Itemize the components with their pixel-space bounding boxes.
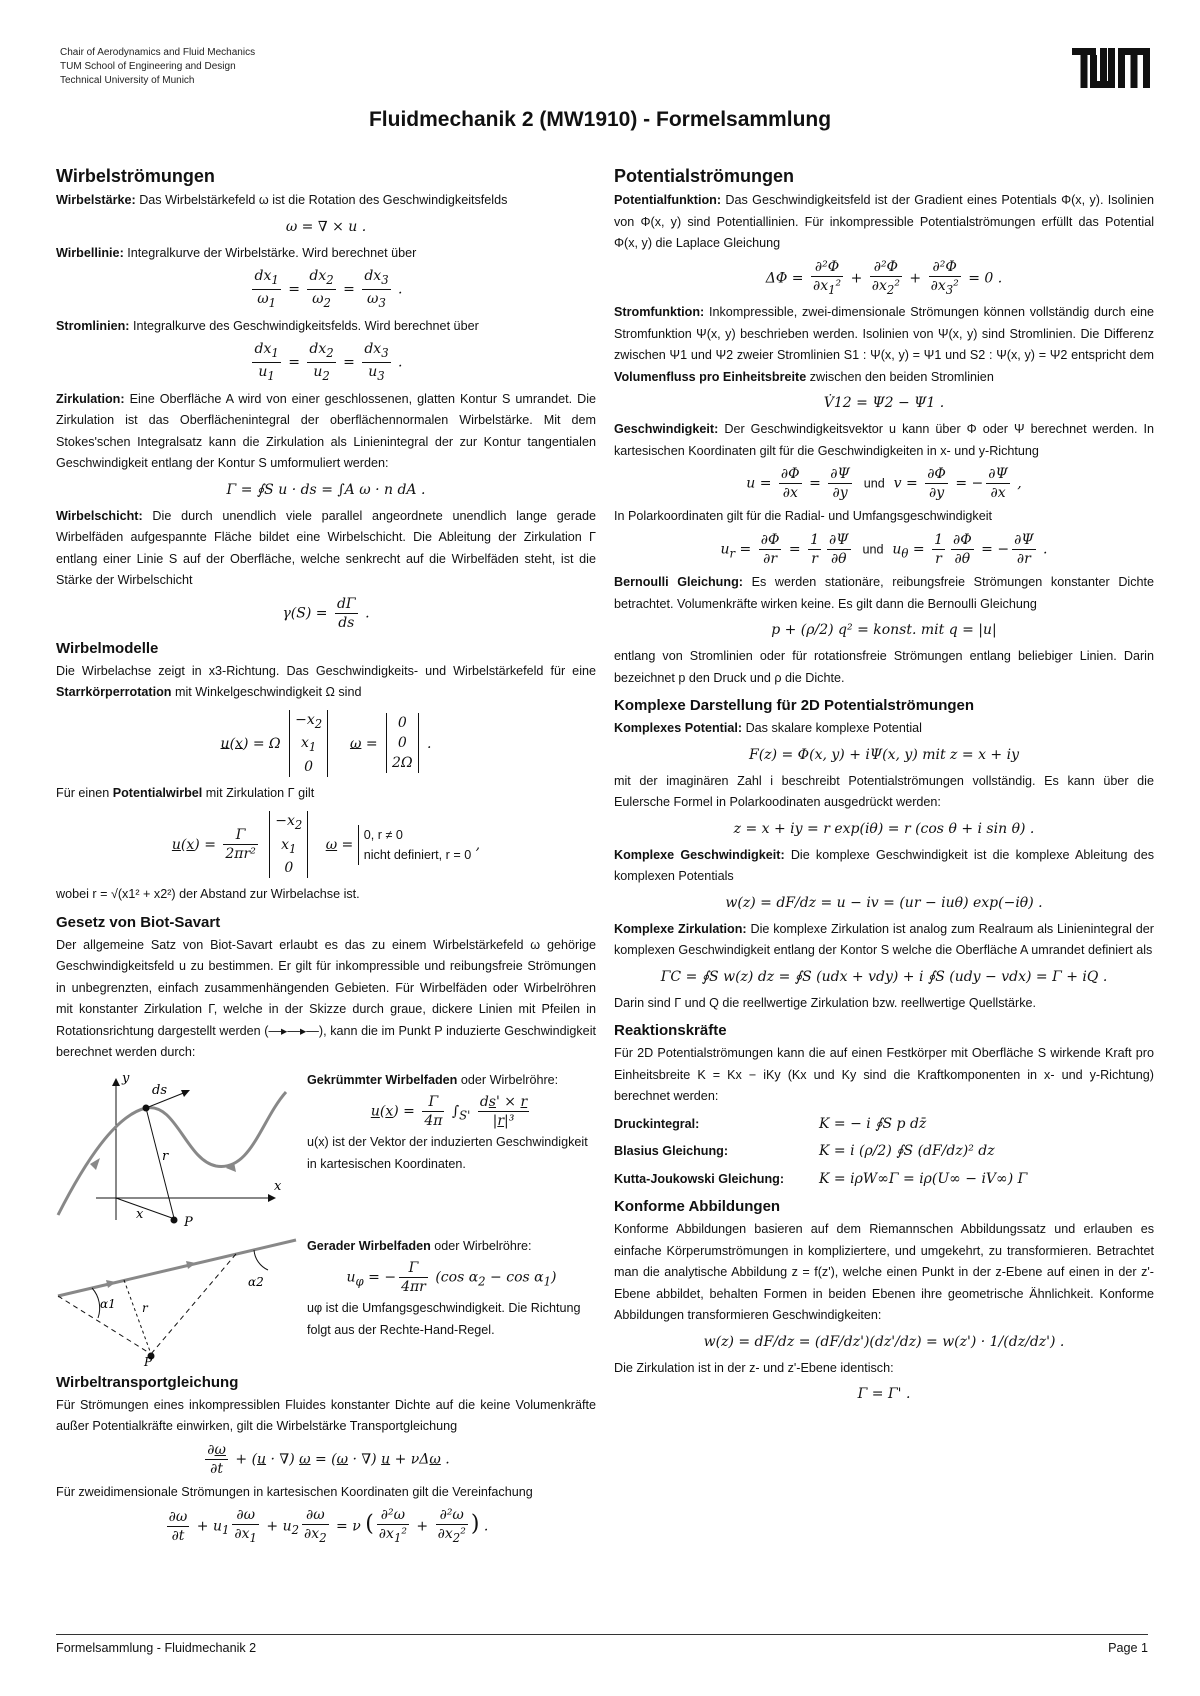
heading-biot-savart: Gesetz von Biot-Savart [56, 913, 221, 931]
text-zirkulation: Eine Oberfläche A wird von einer geschlossenen, glatten Kontur S umrandet. Die Zirkulation ist das Oberflächenintegral der oberflächennormalen Wirbelstärke. Mit dem Stokes'schen Integralsatz kann die Zirkulation als Linienintegral der zur Kontur tangentialen Geschwindigkeit entlang der Kontur S umformuliert werden: [56, 391, 597, 471]
text-gekr-b: u(x) ist der Vektor der induzierten Geschwindigkeit in kartesischen Koordinaten. [307, 1135, 588, 1171]
fig1-label-r: r [162, 1148, 169, 1164]
text-curved-vortex [301, 1070, 596, 1230]
word-und-2: und [862, 542, 884, 557]
heading-komplex: Komplexe Darstellung für 2D Potentialströmungen [614, 697, 975, 715]
institution-line-3: Technical University of Munich [60, 75, 195, 86]
para-konforme-zirkulation: Die Zirkulation ist in der z- und z'-Ebene identisch: [614, 1360, 894, 1375]
term-volumenfluss: Volumenfluss pro Einheitsbreite [614, 369, 807, 384]
heading-konforme-abbildungen: Konforme Abbildungen [614, 1198, 781, 1216]
left-column [56, 165, 596, 1551]
term-komplexe-geschwindigkeit: Komplexe Geschwindigkeit: [614, 847, 785, 862]
figure-curved-vortex [56, 1070, 301, 1230]
text-komplexes-potential: Das skalare komplexe Potential [745, 721, 922, 736]
term-gerade: Gerader Wirbelfaden [307, 1238, 431, 1253]
para-stromfunktion [614, 302, 1154, 388]
eq-wirbellinie: $\frac{dx_1}{\omega_1}$ = $\frac{dx_2}{\omega_2}$ = $\frac{dx_3}{\omega_3}$ . [254, 268, 403, 310]
para-biot-savart: Der allgemeine Satz von Biot-Savart erlaubt es das zu einem Wirbelstärkefeld ω gehörige Geschwindigkeitsfeld u zu bestimmen. Er gilt für inkompressible und reibungsfreie Strömungen in unbegrenzten, einfach zusammenhängenden Gebieten. Für Wirbelfäden oder Wirbelröhren mit konstanter Zirkulation Γ, welche in der Skizze durch graue, dickere Linien mit Pfeilen in Rotationsrichtung dargestellt werden (—▸—▸—), kann die im Punkt P induzierte Geschwindigkeit berechnet werden durch: [56, 937, 596, 1060]
heading-wirbelmodelle: Wirbelmodelle [56, 639, 159, 657]
institution-line-1: Chair of Aerodynamics and Fluid Mechanics [60, 47, 256, 58]
para-komplexe-geschwindigkeit [614, 845, 1154, 888]
text-wirbellinie: Integralkurve der Wirbelstärke. Wird berechnet über [127, 245, 417, 260]
fig2-label-alpha1: α1 [100, 1296, 116, 1311]
figure-row-curved [56, 1070, 596, 1230]
term-potentialfunktion: Potentialfunktion: [614, 193, 722, 207]
para-wobei: wobei r = √(x1² + x2²) der Abstand zur Wirbelachse ist. [56, 887, 360, 902]
reaktionskraefte-table [614, 1114, 1154, 1191]
eq-stromlinien: $\frac{dx_1}{u_1}$ = $\frac{dx_2}{u_2}$ = $\frac{dx_3}{u_3}$ . [254, 341, 403, 383]
eq-volumenfluss: V̇12 = Ψ2 − Ψ1 . [823, 395, 945, 412]
text-gerade-a: oder Wirbelröhre: [434, 1238, 532, 1253]
eq-wirbeltransport-2d: $\frac{\partial\omega}{\partial t}$ + $u_1$ $\frac{\partial\omega}{\partial x_1}$ + $u_2$ $\frac{\partial\omega}{\partial x_2}$ = ν ( $\frac{\text{∂²ω}}{\partial x_1^2}$ + $\frac{\text{∂²ω}}{\partial x_2^2}$ ) . [168, 1507, 489, 1546]
footer-title: Formelsammlung - Fluidmechanik 2 [56, 1641, 257, 1655]
reakt-eq-blasius: K = i (ρ/2) ∮S (dF/dz)² dz [819, 1143, 995, 1160]
reakt-label-druckintegral: Druckintegral: [614, 1116, 700, 1131]
term-komplexes-potential: Komplexes Potential: [614, 721, 743, 736]
fig2-label-r: r [142, 1300, 148, 1315]
para-komplexe-zirkulation-2: Darin sind Γ und Q die reellwertige Zirkulation bzw. reellwertige Quellstärke. [614, 995, 1037, 1010]
fig2-label-p: P [144, 1354, 153, 1366]
institution-line-2: TUM School of Engineering and Design [60, 61, 236, 72]
institution-header [60, 46, 255, 88]
eq-wirbelschicht: γ(S) = $\frac{d\Gamma}{ds}$ . [282, 595, 370, 631]
text-wirbelmodelle-a: Die Wirbelachse zeigt in x3-Richtung. Das Geschwindigkeits- und Wirbelstärkefeld für eine [56, 663, 596, 678]
eq-konforme-zirkulation: Γ = Γ' . [857, 1386, 911, 1403]
document-title: Fluidmechanik 2 (MW1910) - Formelsammlung [368, 108, 832, 131]
para-bernoulli [614, 572, 1154, 615]
term-geschwindigkeit: Geschwindigkeit: [614, 422, 719, 437]
eq-starrkoerper: u(x) = Ω $-x_2$ $x_1$ 0 ω = 0 0 2Ω . [220, 711, 432, 776]
text-geschwindigkeit: Der Geschwindigkeitsvektor u kann über Φ oder Ψ berechnet werden. In kartesischen Koordinaten gilt für die Geschwindigkeiten in x- und y-Richtung [614, 422, 1155, 458]
eq-laplace: ΔΦ = $\frac{\text{∂²Φ}}{\partial x_1^2}$ + $\frac{\text{∂²Φ}}{\partial x_2^2}$ + $\frac{\text{∂²Φ}}{\partial x_3^2}$ = 0 . [765, 258, 1003, 297]
term-bernoulli: Bernoulli Gleichung: [614, 575, 743, 590]
eq-geschwindigkeit-kartesisch: u = $\frac{\partial\Phi}{\partial x}$ = $\frac{\partial\Psi}{\partial y}$ und v = $\frac{\partial\Phi}{\partial y}$ = − $\frac{\partial\Psi}{\partial x}$ , [746, 466, 1022, 502]
text-komplexe-zirkulation: Die komplexe Zirkulation ist analog zum Realraum als Linienintegral der komplexen Geschwindigkeit entlang der Kontor S welche die Oberfläche A umrandet definiert als [614, 921, 1154, 958]
eq-bernoulli: p + (ρ/2) q² = konst. mit q = |u| [771, 622, 997, 639]
para-wirbeltransport: Für Strömungen eines inkompressiblen Fluides konstanter Dichte auf die keine Volumenkräfte außer Potentialkräfte einwirken, gilt die Wirbelstärke Transportgleichung [56, 1397, 596, 1434]
reakt-eq-druckintegral: K = − i ∮S p dz̄ [819, 1115, 927, 1132]
para-polar: In Polarkoordinaten gilt für die Radial- und Umfangsgeschwindigkeit [614, 509, 993, 524]
case-r-zero: nicht definiert, r = 0 [363, 847, 472, 862]
term-wirbelschicht: Wirbelschicht: [56, 508, 143, 523]
para-konforme-abbildungen: Konforme Abbildungen basieren auf dem Riemannschen Abbildungssatz und erlauben es einfache Körperumströmungen in kompliziertere, und umgekehrt, zu transformieren. Betrachtet man die analytische Abbildung z = f(z'), welche einen Punkt in der z-Ebene auf einen in der z'-Ebene abbildet, behalten Formen in beiden Ebenen ihre geometrische Ähnlichkeit. Konforme Abbildungen transformieren Geschwindigkeiten: [614, 1222, 1154, 1323]
text-stromlinien: Integralkurve des Geschwindigkeitsfelds. Wird berechnet über [132, 318, 479, 333]
term-wirbellinie: Wirbellinie: [56, 245, 124, 260]
heading-wirbelstroemungen: Wirbelströmungen [56, 166, 215, 186]
right-column [614, 165, 1154, 1410]
term-stromfunktion: Stromfunktion: [614, 305, 705, 320]
eq-komplexes-potential: F(z) = Φ(x, y) + iΨ(x, y) mit z = x + iy [749, 746, 1019, 763]
para-potentialwirbel [56, 783, 596, 805]
footer-page-number: Page 1 [1108, 1641, 1148, 1655]
para-komplexes-potential [614, 718, 1154, 740]
fig1-label-y: y [122, 1070, 130, 1086]
para-geschwindigkeit [614, 419, 1154, 462]
eq-wirbelstaerke: ω = ∇ × u . [285, 218, 367, 235]
para-potentialfunktion [614, 190, 1154, 255]
text-wirbelmodelle-b: mit Winkelgeschwindigkeit Ω sind [174, 685, 362, 700]
heading-potentialstroemungen: Potentialströmungen [614, 166, 795, 186]
text-komplexe-geschwindigkeit: Die komplexe Geschwindigkeit ist die komplexe Ableitung des komplexen Potentials [614, 847, 1154, 884]
para-wirbeltransport-2d: Für zweidimensionale Strömungen in kartesischen Koordinaten gilt die Vereinfachung [56, 1484, 533, 1499]
term-zirkulation: Zirkulation: [56, 391, 125, 406]
reakt-label-kutta: Kutta-Joukowski Gleichung: [614, 1171, 785, 1186]
para-wirbelschicht [56, 506, 596, 592]
word-und-1: und [863, 476, 885, 491]
term-komplexe-zirkulation: Komplexe Zirkulation: [614, 921, 747, 936]
term-potentialwirbel: Potentialwirbel [112, 786, 203, 801]
term-gekruemmt: Gekrümmter Wirbelfaden [307, 1072, 458, 1087]
reakt-eq-kutta: K = iρW∞Γ = iρ(U∞ − iV∞) Γ [819, 1170, 1028, 1187]
case-r-nonzero: 0, r ≠ 0 [363, 827, 403, 842]
eq-komplexe-geschwindigkeit: w(z) = dF/dz = u − iv = (ur − iuθ) exp(−iθ) . [725, 894, 1043, 911]
text-wirbelschicht: Die durch unendlich viele parallel angeordnete unendlich lange gerade Wirbelfäden aufgespannte Fläche bildet eine Wirbelschicht. Die Ableitung der Zirkulation Γ entlang einer Linie S auf der Oberfläche, welche senkrecht auf die Wirbelfäden steht, ist die Stärke der Wirbelschicht [56, 508, 596, 588]
text-potwirbel-b: mit Zirkulation Γ gilt [205, 786, 315, 801]
footer-divider [56, 1634, 1148, 1635]
text-potentialfunktion: Das Geschwindigkeitsfeld ist der Gradient eines Potentials Φ(x, y). Isolinien von Φ(x, y) sind Potentiallinien. Für inkompressible Potentialströmungen erfüllt das Potential Φ(x, y) die Laplace Gleichung [614, 193, 1155, 250]
fig1-label-p: P [184, 1214, 193, 1230]
heading-wirbeltransport: Wirbeltransportgleichung [56, 1373, 239, 1391]
para-wirbelmodelle [56, 661, 596, 704]
para-zirkulation [56, 389, 596, 475]
eq-konforme-geschwindigkeit: w(z) = dF/dz = (dF/dz')(dz'/dz) = w(z') · 1/(dz/dz') . [703, 1333, 1065, 1350]
text-gerade-b: uφ ist die Umfangsgeschwindigkeit. Die Richtung folgt aus der Rechte-Hand-Regel. [307, 1301, 581, 1337]
eq-biot-savart-straight: $u_\varphi$ = − $\frac{\Gamma}{4\pi r}$ (cos $\alpha_2 - \cos \alpha_1$) [346, 1260, 557, 1296]
eq-geschwindigkeit-polar: $u_r$ = $\frac{\partial\Phi}{\partial r}$ = $\frac{1}{r}$ $\frac{\partial\Psi}{\partial\theta}$ und $u_\theta$ = $\frac{1}{r}$ $\frac{\partial\Phi}{\partial\theta}$ = − $\frac{\partial\Psi}{\partial r}$ . [720, 531, 1048, 567]
para-reaktionskraefte: Für 2D Potentialströmungen kann die auf einen Festkörper mit Oberfläche S wirkende Kraft pro Einheitsbreite K = Kx − iKy (Kx und Ky sind die Kraftkomponenten in x- und y-Richtung) berechnet werden: [614, 1046, 1154, 1104]
para-wirbelstaerke [56, 190, 596, 212]
reakt-label-blasius: Blasius Gleichung: [614, 1144, 729, 1159]
eq-biot-savart-curved: u(x) = $\frac{\Gamma}{4\pi}$ $\int_{S'}$ $\frac{ds' \times r}{\text{|r|³}}$ [370, 1094, 528, 1130]
term-stromlinien: Stromlinien: [56, 318, 130, 333]
heading-reaktionskraefte: Reaktionskräfte [614, 1022, 727, 1040]
para-komplexe-zirkulation [614, 919, 1154, 962]
text-straight-vortex [301, 1236, 596, 1366]
fig1-label-ds: ds [152, 1082, 167, 1098]
figure-straight-vortex [56, 1236, 301, 1366]
eq-komplexe-zirkulation: ΓC = ∮S w(z) dz = ∮S (udx + vdy) + i ∮S (udy − vdx) = Γ + iQ . [660, 968, 1108, 985]
eq-wirbeltransport: $\frac{\partial\omega}{\partial t}$ + (u · ∇) ω = (ω · ∇) u + νΔω . [207, 1441, 450, 1477]
figure-row-straight [56, 1236, 596, 1366]
para-stromlinien [56, 316, 596, 338]
fig1-label-x: x [274, 1178, 282, 1194]
para-wirbellinie [56, 243, 596, 265]
fig2-label-alpha2: α2 [248, 1274, 264, 1289]
text-potwirbel-a: Für einen [56, 786, 110, 801]
tum-logo [1072, 48, 1150, 92]
text-stromfunktion-end: zwischen den beiden Stromlinien [809, 369, 994, 384]
term-starrkoerper: Starrkörperrotation [56, 685, 172, 700]
text-wirbelstaerke: Das Wirbelstärkefeld ω ist die Rotation des Geschwindigkeitsfelds [139, 193, 508, 207]
text-stromfunktion: Inkompressible, zwei-dimensionale Strömungen können vollständig durch eine Stromfunktion Ψ(x, y) beschrieben werden. Isolinien von Ψ(x, y) sind Stromlinien. Die Differenz zwischen Ψ1 und Ψ2 zweier Stromlinien S1 : Ψ(x, y) = Ψ1 und S2 : Ψ(x, y) = Ψ2 entspricht dem [614, 305, 1155, 363]
fig1-label-xvec: x [136, 1206, 144, 1222]
eq-potentialwirbel: u(x) = $\frac{\Gamma}{\text{2πr²}}$ $-x_2$ $x_1$ 0 ω = 0, r ≠ 0 nicht definiert, r = 0 , [171, 812, 481, 877]
text-gekr-a: oder Wirbelröhre: [460, 1072, 559, 1087]
term-wirbelstaerke: Wirbelstärke: [56, 193, 136, 207]
para-bernoulli-2: entlang von Stromlinien oder für rotationsfreie Strömungen entlang beliebiger Linien. Darin bezeichnet p den Druck und ρ die Dichte. [614, 649, 1154, 685]
text-bernoulli: Es werden stationäre, reibungsfreie Strömungen konstanter Dichte betrachtet. Volumenkräfte wirken keine. Es gilt dann die Bernoulli Gleichung [614, 575, 1155, 611]
eq-euler: z = x + iy = r exp(iθ) = r (cos θ + i sin θ) . [733, 820, 1035, 837]
para-komplexes-potential-2: mit der imaginären Zahl i beschreibt Potentialströmungen vollständig. Es kann über die Eulersche Formel in Polarkoodinaten ausgedrückt werden: [614, 773, 1154, 810]
eq-zirkulation: Γ = ∮S u · ds = ∫A ω · n dA . [226, 481, 426, 498]
